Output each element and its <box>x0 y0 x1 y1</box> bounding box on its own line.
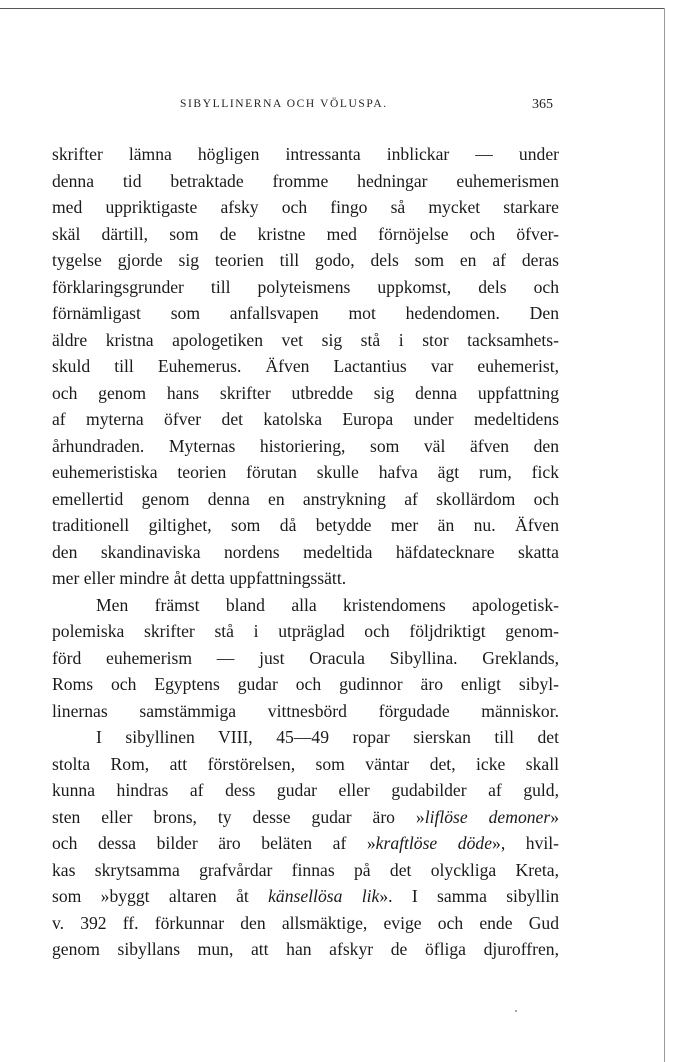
text-segment: som »byggt altaren åt <box>52 886 269 906</box>
text-line: af myterna öfver det katolska Europa under medeltidens <box>52 409 559 429</box>
text-line: stolta Rom, att förstörelsen, som väntar det, icke skall <box>52 753 559 774</box>
paragraph-1 <box>52 141 559 592</box>
text-line: Roms och Egyptens gudar och gudinnor äro enligt sibyl- <box>52 674 559 694</box>
text-line: kunna hindras af dess gudar eller gudabilder af guld, <box>52 780 559 800</box>
page-edge <box>664 8 665 1062</box>
text-line: traditionell giltighet, som då betydde mer än nu. Äfven <box>52 515 559 535</box>
text-line: emellertid genom denna en anstrykning af skollärdom och <box>52 488 559 509</box>
text-line: euhemeristiska teorien förutan skulle hafva ägt rum, fick <box>52 462 559 482</box>
italic-quote: känsellösa lik <box>268 886 380 906</box>
paragraph-3 <box>52 724 559 963</box>
italic-quote: liflöse demoner <box>424 806 551 827</box>
text-segment: sten eller brons, ty desse gudar äro » <box>52 806 425 827</box>
text-line: tygelse gjorde sig teorien till godo, dels som en af deras <box>52 250 559 270</box>
text-line: skuld till Euhemerus. Äfven Lactantius var euhemerist, <box>52 356 559 376</box>
text-segment: och dessa bilder äro beläten af » <box>52 833 376 853</box>
text-line <box>52 804 559 831</box>
paper-speck <box>515 1010 517 1012</box>
text-line: I sibyllinen VIII, 45—49 ropar sierskan till det <box>96 727 559 747</box>
text-line: skäl därtill, som de kristne med förnöjelse och öfver- <box>52 223 559 244</box>
text-line <box>52 883 559 910</box>
text-segment: ». I samma sibyllin <box>379 886 559 906</box>
text-segment: » <box>550 806 559 827</box>
text-segment: », hvil- <box>492 833 560 853</box>
text-line: genom sibyllans mun, att han afskyr de öfliga djuroffren, <box>52 939 559 959</box>
text-line: förd euhemerism — just Oracula Sibyllina. Greklands, <box>52 647 559 668</box>
text-line <box>52 830 559 857</box>
text-line: förklaringsgrunder till polyteismens uppkomst, dels och <box>52 276 559 297</box>
text-line: förnämligast som anfallsvapen mot hedendomen. Den <box>52 303 559 323</box>
text-line: med uppriktigaste afsky och fingo så mycket starkare <box>52 197 559 217</box>
running-title: SIBYLLINERNA OCH VÖLUSPA. <box>180 98 388 110</box>
top-rule <box>0 8 664 9</box>
italic-quote: kraftlöse döde <box>375 833 493 853</box>
page-number: 365 <box>532 97 553 112</box>
text-line: äldre kristna apologetiken vet sig stå i stor tacksamhets- <box>52 329 559 350</box>
text-line: och genom hans skrifter utbredde sig denna uppfattning <box>52 382 559 403</box>
text-line: kas skrytsamma grafvårdar finnas på det olyckliga Kreta, <box>52 859 559 880</box>
text-line: den skandinaviska nordens medeltida häfdatecknare skatta <box>52 541 559 562</box>
text-line: denna tid betraktade fromme hedningar euhemerismen <box>52 170 559 191</box>
text-line: skrifter lämna högligen intressanta inblickar — under <box>52 144 559 164</box>
text-line: v. 392 ff. förkunnar den allsmäktige, evige och ende Gud <box>52 912 559 933</box>
text-line: linernas samstämmiga vittnesbörd förgudade människor. <box>52 700 559 721</box>
text-line: polemiska skrifter stå i utpräglad och följdriktigt genom- <box>52 621 559 641</box>
text-line: mer eller mindre åt detta uppfattningssätt. <box>52 568 347 588</box>
text-line: Men främst bland alla kristendomens apologetisk- <box>96 594 559 615</box>
paragraph-2 <box>52 592 559 725</box>
body-text <box>52 141 559 963</box>
text-line: århundraden. Myternas historiering, som väl äfven den <box>52 435 559 456</box>
